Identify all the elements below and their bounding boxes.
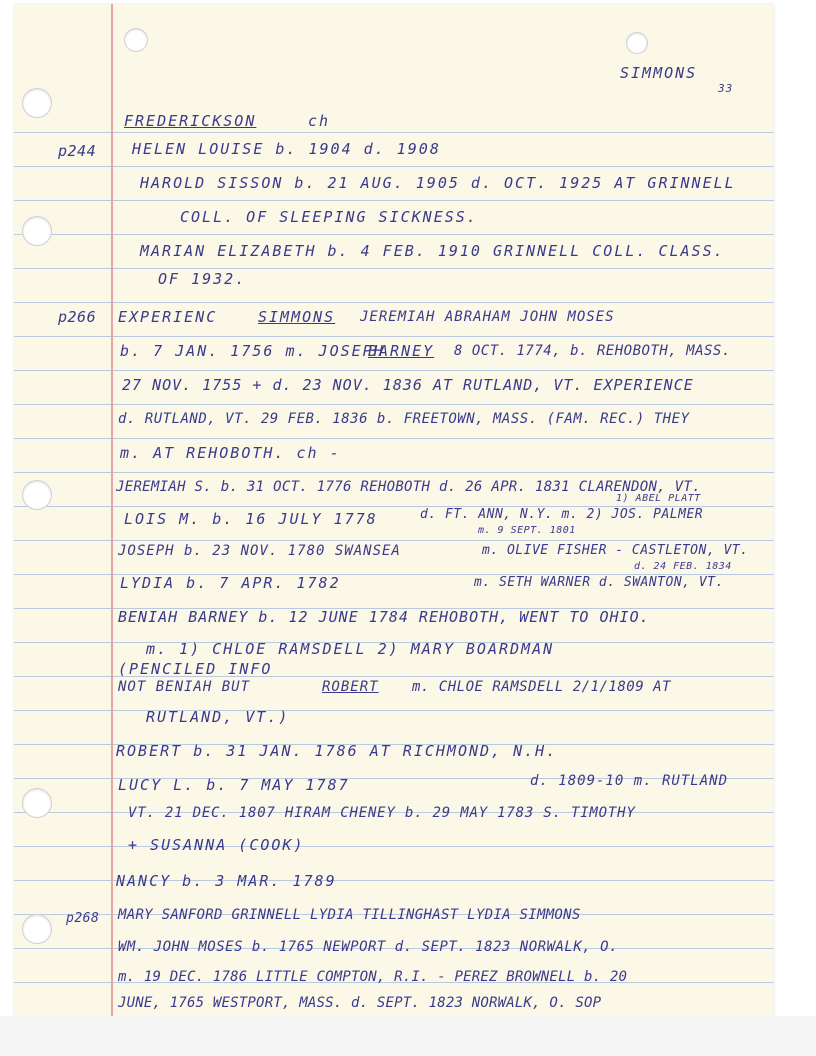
page-reference: p244 — [58, 142, 97, 160]
entry-line: ROBERT b. 31 JAN. 1786 AT RICHMOND, N.H. — [116, 742, 558, 760]
entry-line: m. AT REHOBOTH. ch - — [120, 444, 341, 462]
surname-label: SIMMONS — [620, 64, 698, 82]
margin-line — [111, 4, 113, 1016]
ruled-line — [14, 710, 774, 711]
entry-line: LOIS M. b. 16 JULY 1778 — [124, 510, 378, 528]
entry-line: MARIAN ELIZABETH b. 4 FEB. 1910 GRINNELL COLL. CLASS. — [140, 242, 725, 260]
entry-line: HAROLD SISSON b. 21 AUG. 1905 d. OCT. 1925 AT GRINNELL — [140, 174, 736, 192]
entry-line: EXPERIENC — [118, 308, 218, 326]
entry-line: m. SETH WARNER d. SWANTON, VT. — [474, 575, 724, 590]
surname-underlined: BARNEY — [368, 342, 435, 360]
ruled-line — [14, 132, 774, 133]
annotation: m. 9 SEPT. 1801 — [478, 525, 576, 536]
entry-line: MARY SANFORD GRINNELL LYDIA TILLINGHAST LYDIA SIMMONS — [118, 907, 581, 923]
entry-line: BENIAH BARNEY b. 12 JUNE 1784 REHOBOTH, WENT TO OHIO. — [118, 608, 650, 626]
ruled-line — [14, 200, 774, 201]
page-reference: p266 — [58, 308, 97, 326]
notebook-page — [14, 4, 774, 1016]
entry-line: LYDIA b. 7 APR. 1782 — [120, 574, 341, 592]
entry-line: m. CHLOE RAMSDELL 2/1/1809 AT — [412, 679, 671, 695]
ruled-line — [14, 302, 774, 303]
ruled-line — [14, 166, 774, 167]
entry-line: JEREMIAH S. b. 31 OCT. 1776 REHOBOTH d. 26 APR. 1831 CLARENDON, VT. — [116, 479, 701, 495]
entry-line: m. 19 DEC. 1786 LITTLE COMPTON, R.I. - PEREZ BROWNELL b. 20 — [118, 969, 628, 985]
annotation: d. 24 FEB. 1834 — [634, 561, 732, 572]
entry-line: JOSEPH b. 23 NOV. 1780 SWANSEA — [118, 543, 401, 559]
ruled-line — [14, 404, 774, 405]
entry-line: (PENCILED INFO — [118, 660, 273, 678]
ruled-line — [14, 234, 774, 235]
punch-hole — [22, 480, 52, 510]
entry-line: VT. 21 DEC. 1807 HIRAM CHENEY b. 29 MAY 1783 S. TIMOTHY — [128, 805, 636, 821]
entry-line: RUTLAND, VT.) — [146, 708, 290, 726]
annotation: 1) ABEL PLATT — [616, 493, 701, 504]
ruled-line — [14, 472, 774, 473]
entry-line: d. RUTLAND, VT. 29 FEB. 1836 b. FREETOWN, MASS. (FAM. REC.) THEY — [118, 411, 690, 427]
entry-line: 8 OCT. 1774, b. REHOBOTH, MASS. — [454, 343, 731, 359]
entry-line: LUCY L. b. 7 MAY 1787 — [118, 776, 350, 794]
heading-suffix: ch — [308, 112, 331, 130]
surname-underlined: SIMMONS — [258, 308, 336, 326]
ruled-line — [14, 540, 774, 541]
entry-line: m. 1) CHLOE RAMSDELL 2) MARY BOARDMAN — [146, 640, 555, 658]
page-reference: p268 — [66, 911, 100, 926]
punch-hole — [124, 28, 148, 52]
entry-line: b. 7 JAN. 1756 m. JOSEPH — [120, 342, 385, 360]
entry-line: + SUSANNA (COOK) — [128, 836, 305, 854]
punch-hole — [22, 788, 52, 818]
entry-line: m. OLIVE FISHER - CASTLETON, VT. — [482, 543, 749, 558]
ruled-line — [14, 268, 774, 269]
entry-line: d. FT. ANN, N.Y. m. 2) JOS. PALMER — [420, 507, 704, 522]
entry-line: NANCY b. 3 MAR. 1789 — [116, 872, 337, 890]
entry-line: d. 1809-10 m. RUTLAND — [530, 773, 729, 789]
ruled-line — [14, 438, 774, 439]
ruled-line — [14, 370, 774, 371]
ruled-line — [14, 336, 774, 337]
punch-hole — [626, 32, 648, 54]
entry-line: HELEN LOUISE b. 1904 d. 1908 — [132, 140, 441, 158]
entry-line: WM. JOHN MOSES b. 1765 NEWPORT d. SEPT. 1823 NORWALK, O. — [118, 939, 619, 955]
punch-hole — [22, 216, 52, 246]
scan-background — [0, 1016, 816, 1056]
name-underlined: ROBERT — [322, 679, 379, 695]
page-number: 33 — [718, 82, 734, 95]
entry-line: OF 1932. — [158, 270, 247, 288]
entry-line: JEREMIAH ABRAHAM JOHN MOSES — [360, 309, 615, 325]
punch-hole — [22, 88, 52, 118]
family-heading: FREDERICKSON — [124, 112, 257, 130]
entry-line: NOT BENIAH BUT — [118, 679, 251, 695]
punch-hole — [22, 914, 52, 944]
entry-line: JUNE, 1765 WESTPORT, MASS. d. SEPT. 1823 NORWALK, O. SOP — [118, 995, 602, 1011]
entry-line: 27 NOV. 1755 + d. 23 NOV. 1836 AT RUTLAND, VT. EXPERIENCE — [122, 376, 694, 394]
entry-line: COLL. OF SLEEPING SICKNESS. — [180, 208, 478, 226]
